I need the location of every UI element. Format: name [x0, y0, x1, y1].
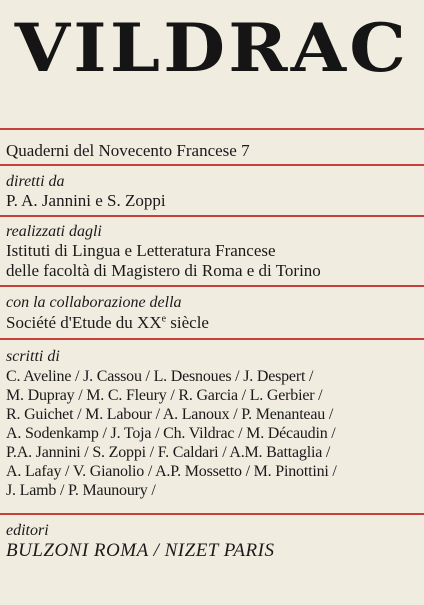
- authors-row: A. Lafay / V. Gianolio / A.P. Mossetto / M. Pinottini /: [6, 463, 337, 480]
- publishers: BULZONI ROMA / NIZET PARIS: [6, 540, 275, 561]
- divider-rule: [0, 164, 424, 166]
- society-name: Société d'Etude du XXe siècle: [6, 313, 209, 332]
- directors: P. A. Jannini e S. Zoppi: [6, 191, 166, 210]
- institutes-line-2: delle facoltà di Magistero di Roma e di Torino: [6, 261, 321, 280]
- made-label: realizzati dagli: [6, 223, 102, 240]
- authors-row: J. Lamb / P. Maunoury /: [6, 482, 156, 499]
- authors-row: M. Dupray / M. C. Fleury / R. Garcia / L. Gerbier /: [6, 387, 323, 404]
- authors-row: R. Guichet / M. Labour / A. Lanoux / P. Menanteau /: [6, 406, 334, 423]
- authors-row: C. Aveline / J. Cassou / L. Desnoues / J. Despert /: [6, 368, 314, 385]
- publishers-label: editori: [6, 522, 49, 539]
- writings-label: scritti di: [6, 348, 60, 365]
- divider-rule: [0, 513, 424, 515]
- divider-rule: [0, 338, 424, 340]
- authors-row: A. Sodenkamp / J. Toja / Ch. Vildrac / M. Décaudin /: [6, 425, 336, 442]
- divider-rule: [0, 285, 424, 287]
- divider-rule: [0, 128, 424, 130]
- cover-title: VILDRAC: [14, 9, 410, 87]
- authors-list: [6, 367, 421, 500]
- collab-label: con la collaborazione della: [6, 294, 182, 311]
- series-title: Quaderni del Novecento Francese 7: [6, 141, 250, 160]
- authors-row: P.A. Jannini / S. Zoppi / F. Caldari / A.M. Battaglia /: [6, 444, 331, 461]
- divider-rule: [0, 215, 424, 217]
- institutes-line-1: Istituti di Lingua e Letteratura Francese: [6, 241, 276, 260]
- directed-label: diretti da: [6, 173, 65, 190]
